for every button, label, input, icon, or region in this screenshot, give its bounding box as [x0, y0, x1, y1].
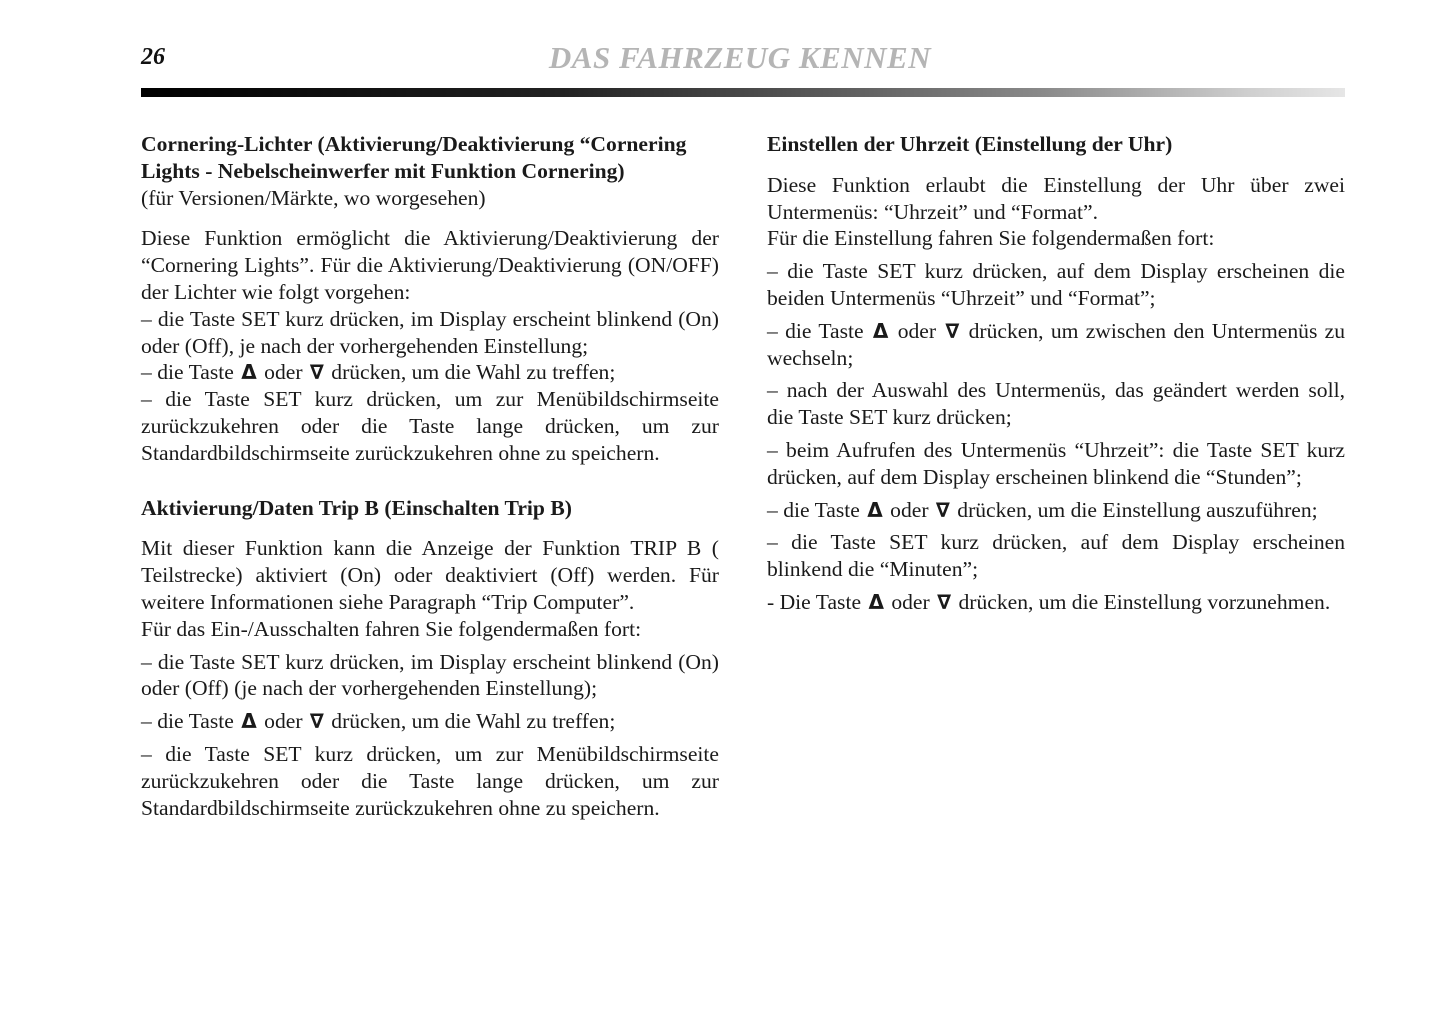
clock-section: [767, 131, 1345, 616]
step-text: – die Taste: [767, 318, 864, 343]
trip-intro-2: Für das Ein-/Ausschalten fahren Sie folgendermaßen fort:: [141, 616, 642, 641]
clock-step-3: – nach der Auswahl des Untermenüs, das geändert werden soll, die Taste SET kurz drücken;: [767, 378, 1345, 430]
clock-step-5: [767, 497, 1345, 524]
down-triangle-icon: ∇: [309, 709, 324, 734]
up-triangle-icon: Δ: [241, 709, 257, 734]
step-text: - Die Taste: [767, 589, 862, 614]
step-text: drücken, um die Einstellung auszuführen;: [957, 497, 1318, 522]
clock-heading: Einstellen der Uhrzeit (Einstellung der Uhr): [767, 132, 1173, 156]
cornering-step-3: – die Taste SET kurz drücken, um zur Menübildschirmseite zurückzukehren oder die Taste lange drücken, um zur Standardbildschirmseite zurückzukehren ohne zu speichern.: [141, 387, 719, 465]
cornering-lights-section: [141, 131, 719, 467]
step-text: – die Taste: [767, 497, 860, 522]
step-text: – die Taste: [141, 360, 234, 385]
step-text: oder: [264, 709, 303, 734]
up-triangle-icon: Δ: [241, 360, 257, 385]
step-text: drücken, um zwischen den Untermenüs zu wechseln;: [767, 318, 1346, 370]
cornering-intro: Diese Funktion ermöglicht die Aktivierung/Deaktivierung der “Cornering Lights”. Für die Aktivierung/Deaktivierung (ON/OFF) der Lichter wie folgt vorgehen:: [141, 226, 719, 304]
trip-intro: Mit dieser Funktion kann die Anzeige der Funktion TRIP B ( Teilstrecke) aktiviert (On) oder deaktiviert (Off) werden. Für weitere Informationen siehe Paragraph “Trip Computer”.: [141, 536, 719, 614]
trip-step-1: – die Taste SET kurz drücken, im Display erscheint blinkend (On) oder (Off) (je nach der vorhergehenden Einstellung);: [141, 649, 719, 701]
down-triangle-icon: ∇: [937, 589, 952, 614]
trip-heading: Aktivierung/Daten Trip B (Einschalten Trip B): [141, 495, 572, 520]
cornering-heading: Cornering-Lichter (Aktivierung/Deaktivierung “Cornering Lights - Nebelscheinwerfer mit Funktion Cornering): [141, 132, 687, 183]
clock-intro-2: Für die Einstellung fahren Sie folgendermaßen fort:: [767, 226, 1215, 251]
down-triangle-icon: ∇: [935, 497, 950, 522]
clock-step-6: – die Taste SET kurz drücken, auf dem Display erscheinen blinkend die “Minuten”;: [767, 530, 1345, 582]
clock-step-1: – die Taste SET kurz drücken, auf dem Display erscheinen die beiden Untermenüs “Uhrzeit” und “Format”;: [767, 259, 1345, 310]
clock-step-2: [767, 318, 1345, 372]
step-text: drücken, um die Wahl zu treffen;: [331, 709, 616, 734]
step-text: oder: [897, 318, 937, 343]
clock-step-7: [767, 589, 1345, 616]
trip-b-section: [141, 495, 719, 822]
step-text: oder: [891, 589, 930, 614]
step-text: drücken, um die Einstellung vorzunehmen.: [958, 589, 1331, 614]
up-triangle-icon: Δ: [872, 318, 889, 343]
step-text: oder: [264, 360, 303, 385]
clock-intro: Diese Funktion erlaubt die Einstellung der Uhr über zwei Untermenüs: “Uhrzeit” und “Format”.: [767, 172, 1345, 224]
step-text: – die Taste: [141, 709, 234, 734]
right-column: [767, 131, 1345, 616]
down-triangle-icon: ∇: [309, 360, 324, 385]
header-rule: [141, 88, 1345, 97]
cornering-step-2: [141, 359, 719, 386]
running-title: DAS FAHRZEUG KENNEN: [548, 40, 932, 75]
left-column: [141, 131, 719, 821]
down-triangle-icon: ∇: [945, 318, 960, 343]
step-text: oder: [890, 497, 929, 522]
trip-step-2: [141, 708, 719, 735]
cornering-step-1: – die Taste SET kurz drücken, im Display erscheint blinkend (On) oder (Off), je nach der vorhergehenden Einstellung;: [141, 306, 719, 358]
up-triangle-icon: Δ: [867, 497, 883, 522]
cornering-subheading: (für Versionen/Märkte, wo worgesehen): [141, 185, 486, 210]
step-text: drücken, um die Wahl zu treffen;: [331, 360, 616, 385]
trip-step-3: – die Taste SET kurz drücken, um zur Menübildschirmseite zurückzukehren oder die Taste lange drücken, um zur Standardbildschirmseite zurückzukehren ohne zu speichern.: [141, 741, 719, 820]
clock-step-4: – beim Aufrufen des Untermenüs “Uhrzeit”: die Taste SET kurz drücken, auf dem Display erscheinen blinkend die “Stunden”;: [767, 437, 1345, 489]
up-triangle-icon: Δ: [868, 589, 884, 614]
page-number: 26: [141, 44, 165, 70]
